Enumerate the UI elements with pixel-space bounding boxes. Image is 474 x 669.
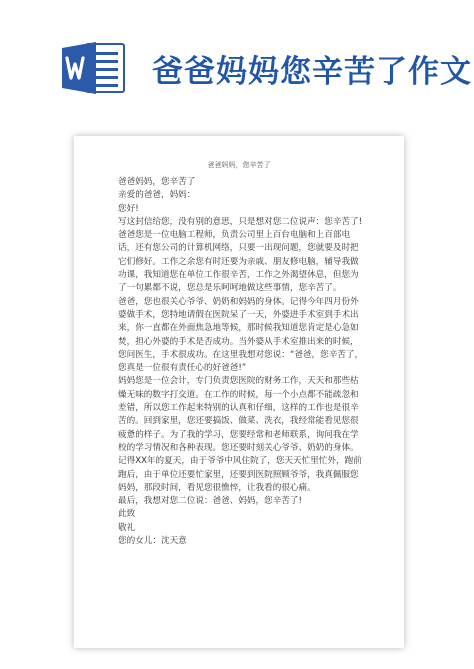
paragraph: 爸爸妈妈，您辛苦了 bbox=[118, 177, 196, 187]
document-body bbox=[118, 176, 366, 548]
paragraph: 您的女儿：沈天意 bbox=[118, 536, 187, 547]
paragraph: 此致 bbox=[118, 509, 136, 520]
page-title: 爸爸妈妈您辛苦了作文 bbox=[152, 54, 472, 90]
paragraph: 敬礼 bbox=[118, 522, 136, 533]
paragraph: 亲爱的爸爸，妈妈： bbox=[118, 190, 196, 201]
paragraph: 妈妈您是一位会计，专门负责您医院的财务工作，天天和那些枯燥无味的数字打交道。在工作的时候，每一个小点都不能疏忽和差错，所以您工作起来特别的认真和仔细，这样的工作也是很辛苦的。回到家里，您还要搞饭、做菜、洗衣，我经常能看见您很疲惫的样子。为了我的学习，您要经常和老师联系，询问我在学校的学习情况和各种表现。您还要时刻关心爷爷、奶奶的身体。记得XX年的夏天，由于爷爷中风住院了，您天天忙里忙外，跑前跑后，由于单位还要忙家里，还要到医院照顾爷爷，我真佩服您妈妈，那段时间，看见您很憔悴，让我看的很心痛。 bbox=[118, 376, 362, 493]
document-heading: 爸爸妈妈，您辛苦了 bbox=[207, 161, 271, 169]
document-page bbox=[74, 136, 404, 648]
paragraph: 您好! bbox=[118, 203, 139, 214]
paragraph: 最后，我想对您二位说：爸爸、妈妈，您辛苦了! bbox=[118, 496, 302, 507]
paragraph: 爸爸您是一位电脑工程师，负责公司里上百台电脑和上百部电话，还有您公司的计算机网络，只要一出现问题，您就要及时把它们修好。工作之余您有时还要为亲戚、朋友修电脑，辅导我做功课，我知道您在单位工作很辛苦，工作之外渴望休息，但您为了一句累都不说，您总是乐呵呵地做这些事情，您辛苦了。 bbox=[118, 230, 359, 294]
banner-header bbox=[0, 0, 474, 118]
word-icon bbox=[62, 42, 126, 94]
paragraph: 写这封信给您，没有别的意思，只是想对您二位说声：您辛苦了! bbox=[118, 216, 363, 227]
paragraph: 爸爸，您也很关心爷爷、奶奶和妈妈的身体。记得今年四月份外婆做手术，您特地请假在医院呆了一天，外婆进手术室到手术出来，你一直都在外面焦急地等候，那时候我知道您肯定是心急如焚，担心外婆的手术是否成功。当外婆从手术室推出来的时候，您问医生，手术很成功。在这里我想对您说：“爸爸，您辛苦了，您真是一位很有责任心的好爸爸!” bbox=[118, 296, 364, 374]
